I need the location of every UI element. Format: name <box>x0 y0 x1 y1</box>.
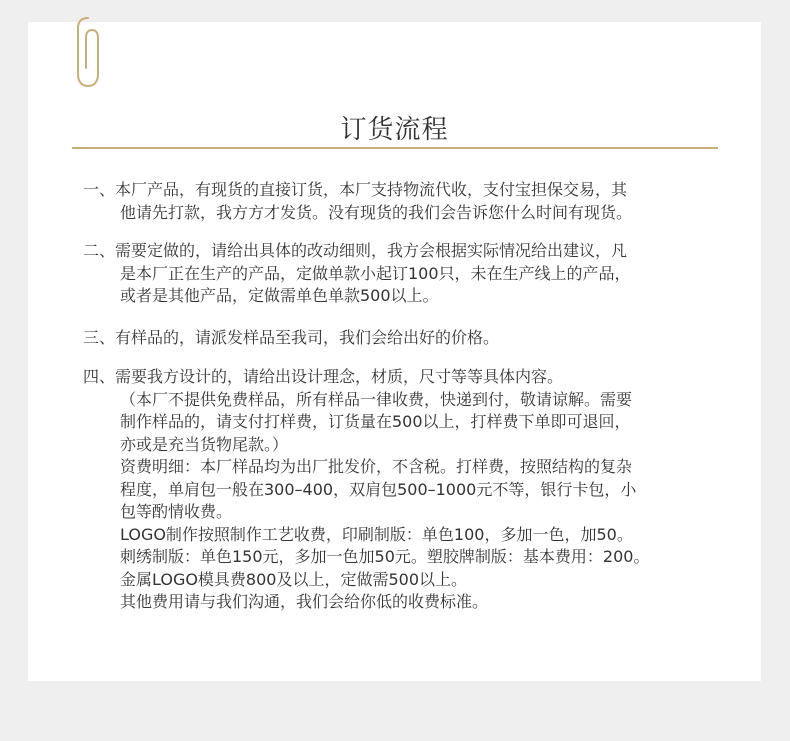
paperclip-icon <box>76 16 100 88</box>
content-card <box>28 22 761 681</box>
step-4-line-2: （本厂不提供免费样品，所有样品一律收费，快递到付，敬请谅解。需要 <box>120 389 633 409</box>
step-4-line-6: 程度，单肩包一般在300–400，双肩包500–1000元不等，银行卡包，小 <box>120 479 637 499</box>
title-divider <box>72 147 718 149</box>
step-1-line-2: 他请先打款，我方方才发货。没有现货的我们会告诉您什么时间有现货。 <box>120 202 633 222</box>
step-4-line-7: 包等酌情收费。 <box>120 502 233 521</box>
step-4-line-4: 亦或是充当货物尾款。） <box>120 434 289 454</box>
step-4-line-8: LOGO制作按照制作工艺收费，印刷制版：单色100，多加一色，加50。 <box>120 524 633 544</box>
step-4-line-1: 四、需要我方设计的，请给出设计理念，材质，尺寸等等具体内容。 <box>83 367 564 386</box>
step-2-line-1: 二、需要定做的，请给出具体的改动细则，我方会根据实际情况给出建议，凡 <box>83 241 628 260</box>
step-4-section <box>83 366 713 614</box>
step-1-section <box>83 179 713 224</box>
step-4-line-3: 制作样品的，请支付打样费，订货量在500以上，打样费下单即可退回， <box>120 412 631 431</box>
step-4-line-10: 金属LOGO模具费800及以上，定做需500以上。 <box>120 569 468 589</box>
step-3-section <box>83 327 713 350</box>
step-1-line-1: 一、本厂产品，有现货的直接订货，本厂支持物流代收，支付宝担保交易，其 <box>83 180 628 199</box>
page-title: 订货流程 <box>340 115 449 146</box>
step-4-line-11: 其他费用请与我们沟通，我们会给你低的收费标准。 <box>120 592 489 611</box>
step-2-line-3: 或者是其他产品，定做需单色单款500以上。 <box>120 286 439 305</box>
step-2-section <box>83 240 713 308</box>
step-4-line-9: 刺绣制版：单色150元，多加一色加50元。塑胶牌制版：基本费用：200。 <box>120 547 650 566</box>
step-4-line-5: 资费明细：本厂样品均为出厂批发价，不含税。打样费，按照结构的复杂 <box>120 457 633 476</box>
step-3-line-1: 三、有样品的，请派发样品至我司，我们会给出好的价格。 <box>83 328 500 347</box>
step-2-line-2: 是本厂正在生产的产品，定做单款小起订100只，未在生产线上的产品， <box>120 263 631 283</box>
